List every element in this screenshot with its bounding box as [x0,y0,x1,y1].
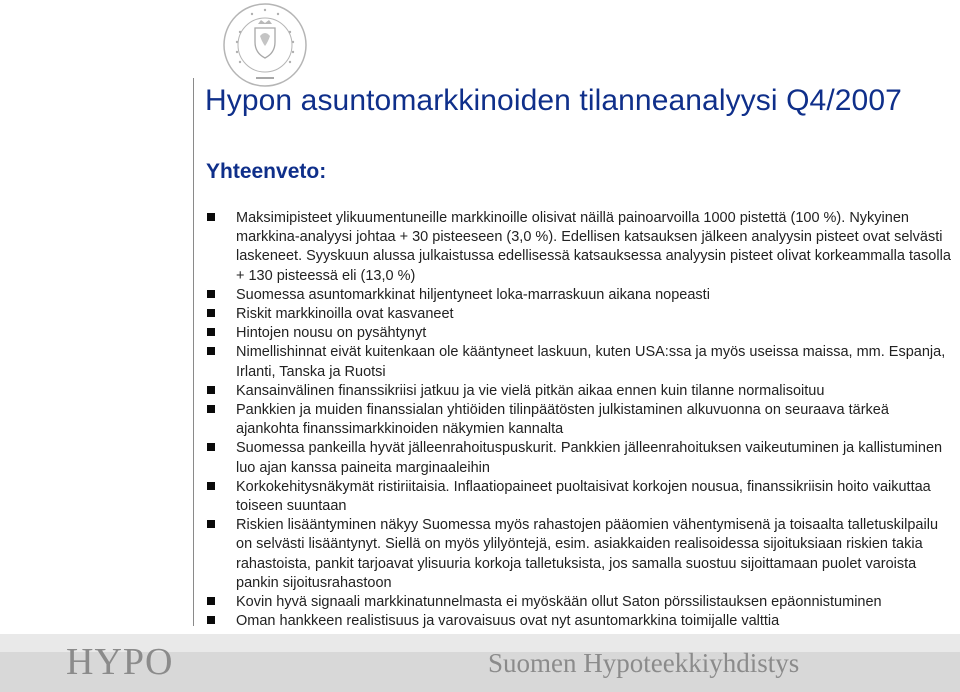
list-item [206,439,951,477]
list-item [206,401,951,439]
square-bullet-icon [207,520,215,528]
bullet-text: Hintojen nousu on pysähtynyt [236,325,427,342]
square-bullet-icon [207,347,215,355]
bullet-text: Suomessa asuntomarkkinat hiljentyneet loka-marraskuun aikana nopeasti [236,286,710,303]
bullet-text: Kovin hyvä signaali markkinatunnelmasta ei myöskään ollut Saton pörssilistauksen epäonnistuminen [236,594,882,611]
square-bullet-icon [207,443,215,451]
square-bullet-icon [207,616,215,624]
suomen-hypoteekkiyhdistys-seal-icon [222,2,308,88]
summary-heading: Yhteenveto: [206,160,327,183]
list-item [206,478,951,516]
list-item [206,324,951,343]
list-item [206,305,951,324]
square-bullet-icon [207,290,215,298]
bullet-text: Kansainvälinen finanssikriisi jatkuu ja vie vielä pitkän aikaa ennen kuin tilanne normalisoituu [236,382,825,399]
bullet-text: Korkokehitysnäkymät ristiriitaisia. Inflaatiopaineet puoltaisivat korkojen nousua, finanssikriisin hoito vaikuttaa toiseen suuntaan [236,478,931,515]
square-bullet-icon [207,386,215,394]
square-bullet-icon [207,405,215,413]
list-item [206,382,951,401]
bullet-text: Nimellishinnat eivät kuitenkaan ole kääntyneet laskuun, kuten USA:ssa ja myös useissa maissa, mm. Espanja, Irlanti, Tanska ja Ruotsi [236,344,946,380]
square-bullet-icon [207,482,215,490]
list-item [206,612,951,631]
square-bullet-icon [207,309,215,317]
organization-name: Suomen Hypoteekkiyhdistys [488,648,800,678]
summary-bullet-list [206,209,951,631]
bullet-text: Riskit markkinoilla ovat kasvaneet [236,306,454,323]
footer-banner [0,634,960,692]
list-item [206,593,951,612]
list-item [206,516,951,593]
square-bullet-icon [207,328,215,336]
bullet-text: Suomessa pankeilla hyvät jälleenrahoituspuskurit. Pankkien jälleenrahoituksen vaikeutuminen ja kallistuminen luo ajan kanssa paineita marginaaleihin [236,440,943,476]
list-item [206,286,951,305]
bullet-text: Maksimipisteet ylikuumentuneille markkinoille olisivat näillä painoarvoilla 1000 pistettä (100 %). Nykyinen markkina-analyysi johtaa + 30 pisteeseen (3,0 %). Edellisen katsauksen jälkeen analyysin pisteet ovat selvästi laskeneet. Syyskuun alussa julkaistussa edellisessä katsauksessa analyysin pisteet olivat korkeammalla tasolla + 130 pisteessä eli (13,0 %) [236,210,951,284]
square-bullet-icon [207,213,215,221]
list-item [206,209,951,286]
vertical-divider-line [193,78,194,626]
list-item [206,343,951,381]
bullet-text: Pankkien ja muiden finanssialan yhtiöiden tilinpäätösten julkistaminen alkuvuonna on seuraava tärkeä ajankohta finanssimarkkinoiden näkymien kannalta [236,402,889,438]
square-bullet-icon [207,597,215,605]
page-title: Hypon asuntomarkkinoiden tilanneanalyysi Q4/2007 [205,84,902,117]
bullet-text: Riskien lisääntyminen näkyy Suomessa myös rahastojen pääomien vähentymisenä ja toisaalta talletuskilpailu on selvästi lisääntynyt. Siellä on myös ylilyöntejä, esim. asiakkaiden realisoidessa sijoituksiaan riskien takia rahastoista, pankit tarjoavat ylisuuria korkoja talletuksista, jos samalla suostuu sijoittamaan puolet varoista pankin sijoitusrahastoon [236,517,939,591]
bullet-text: Oman hankkeen realistisuus ja varovaisuus ovat nyt asuntomarkkina toimijalle valttia [236,613,780,630]
hypo-logo: HYPO [66,641,174,683]
